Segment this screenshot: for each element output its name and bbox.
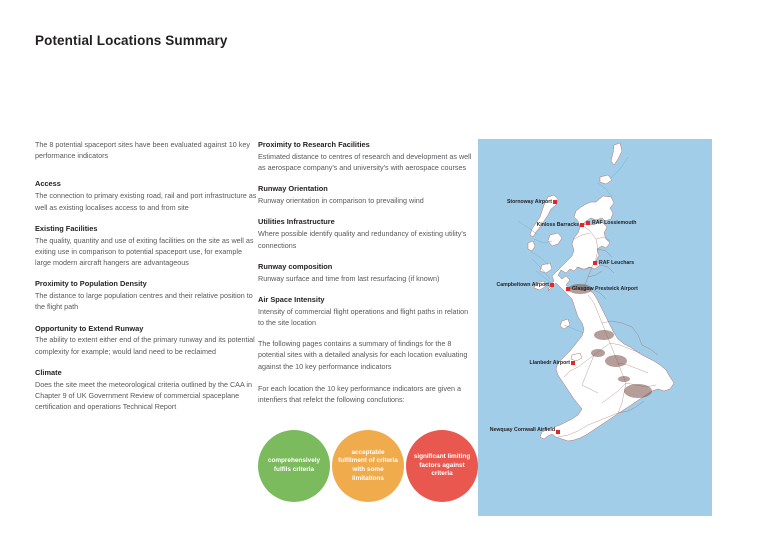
criterion-heading: Access [35, 179, 61, 189]
criterion-body: The ability to extent either end of the primary runway and its potential complexity for example; would land need to be reclaimed [35, 335, 255, 356]
legend-circle-label: acceptable fulfilment of criteria with some limitations [338, 448, 398, 482]
closing-paragraph-1: The following pages contains a summary of findings for the 8 potential sites with a detailed analysis for each location evaluating against the 10 key performance indicators [258, 339, 468, 371]
legend-circle-comprehensively-fulfils [258, 430, 330, 502]
criterion-heading: Runway composition [258, 261, 333, 271]
map-label-kinloss-barracks: Kinloss Barracks [536, 222, 579, 228]
page-title: Potential Locations Summary [35, 33, 228, 48]
map-land-hebrides-south [528, 241, 535, 251]
uk-map-graphic [478, 139, 712, 516]
map-land-skye [548, 233, 562, 246]
map-marker-raf-lossiemouth[interactable] [586, 221, 590, 225]
map-label-campbeltown-airport: Campbeltown Airport [496, 282, 549, 288]
criterion-heading: Climate [35, 367, 62, 377]
criterion-heading: Opportunity to Extend Runway [35, 323, 144, 333]
criterion-body: Does the site meet the meteorological criteria outlined by the CAA in Chapter 9 of UK Government Review of commercial spaceplane certification and operations Technical Report [35, 379, 252, 412]
map-marker-kinloss-barracks[interactable] [580, 223, 584, 227]
conclusion-legend [258, 430, 480, 510]
criterion-utilities-infrastructure [258, 216, 473, 250]
criterion-air-space-intensity [258, 294, 473, 328]
criterion-access [35, 178, 257, 212]
criterion-body: Estimated distance to centres of research and development as well as aerospace company's and university's with aerospace courses [258, 151, 472, 173]
criterion-runway-composition [258, 261, 473, 284]
map-marker-llanbedr-airport[interactable] [571, 361, 575, 365]
intro-paragraph: The 8 potential spaceport sites have been evaluated against 10 key performance indicators [35, 140, 250, 161]
criterion-proximity-to-research-facilities [258, 139, 473, 173]
map-land-shetland [611, 143, 622, 165]
criterion-heading: Utilities Infrastructure [258, 217, 335, 227]
map-label-glasgow-prestwick-airport: Glasgow Prestwick Airport [572, 286, 638, 292]
map-land-orkney [600, 175, 612, 184]
criterion-proximity-to-population-density [35, 278, 257, 312]
criterion-opportunity-to-extend-runway [35, 323, 257, 357]
criterion-body: The quality, quantity and use of exiting facilities on the site as well as exiting use in comparison to potential spaceport use, for example large modern aircraft hangers are advantageous [35, 235, 254, 268]
map-land-isle-of-man [560, 319, 570, 329]
criterion-heading: Air Space Intensity [258, 294, 325, 304]
criterion-body: Runway surface and time from last resurfacing (if known) [258, 273, 440, 283]
criterion-runway-orientation [258, 183, 473, 206]
map-marker-glasgow-prestwick-airport[interactable] [566, 287, 570, 291]
criterion-heading: Proximity to Population Density [35, 279, 147, 289]
criterion-heading: Proximity to Research Facilities [258, 140, 370, 149]
map-marker-stornoway-airport[interactable] [553, 200, 557, 204]
map-marker-newquay-cornwall-airfield[interactable] [556, 430, 560, 434]
legend-circle-significant-limiting-factors [406, 430, 478, 502]
map-label-raf-lossiemouth: RAF Lossiemouth [592, 220, 637, 226]
criterion-body: Intensity of commercial flight operations and flight paths in relation to the site location [258, 306, 469, 327]
criterion-heading: Runway Orientation [258, 184, 328, 194]
criterion-body: Where possible identify quality and redundancy of existing utility's connections [258, 229, 467, 250]
map-land-mull [540, 263, 552, 273]
criteria-column-right [258, 139, 473, 405]
closing-paragraph-2: For each location the 10 key performance indicators are given a intenfiers that refelct the following conclutions: [258, 383, 461, 404]
legend-circle-label: significant limiting factors against criteria [413, 453, 471, 478]
map-label-newquay-cornwall-airfield: Newquay Cornwall Airfield [489, 427, 555, 433]
map-marker-campbeltown-airport[interactable] [550, 283, 554, 287]
criterion-body: The connection to primary existing road, rail and port infrastructure as well as existing localises access to and from site [35, 191, 257, 212]
criterion-body: Runway orientation in comparison to prevailing wind [258, 196, 424, 206]
legend-circle-acceptable-with-limitations [332, 430, 404, 502]
map-land-great-britain [540, 196, 674, 441]
criteria-column-left [35, 139, 257, 412]
map-label-llanbedr-airport: Llanbedr Airport [529, 360, 570, 366]
criterion-climate [35, 367, 257, 413]
map-marker-raf-leuchars[interactable] [593, 261, 597, 265]
criterion-body: The distance to large population centres and their relative position to the flight path [35, 291, 253, 312]
map-label-stornoway-airport: Stornoway Airport [506, 199, 552, 205]
map-label-raf-leuchars: RAF Leuchars [599, 260, 635, 266]
criterion-heading: Existing Facilities [35, 223, 98, 233]
legend-circle-label: comprehensively fulfils criteria [267, 457, 321, 473]
uk-map-panel [478, 139, 712, 516]
criterion-existing-facilities [35, 223, 257, 269]
